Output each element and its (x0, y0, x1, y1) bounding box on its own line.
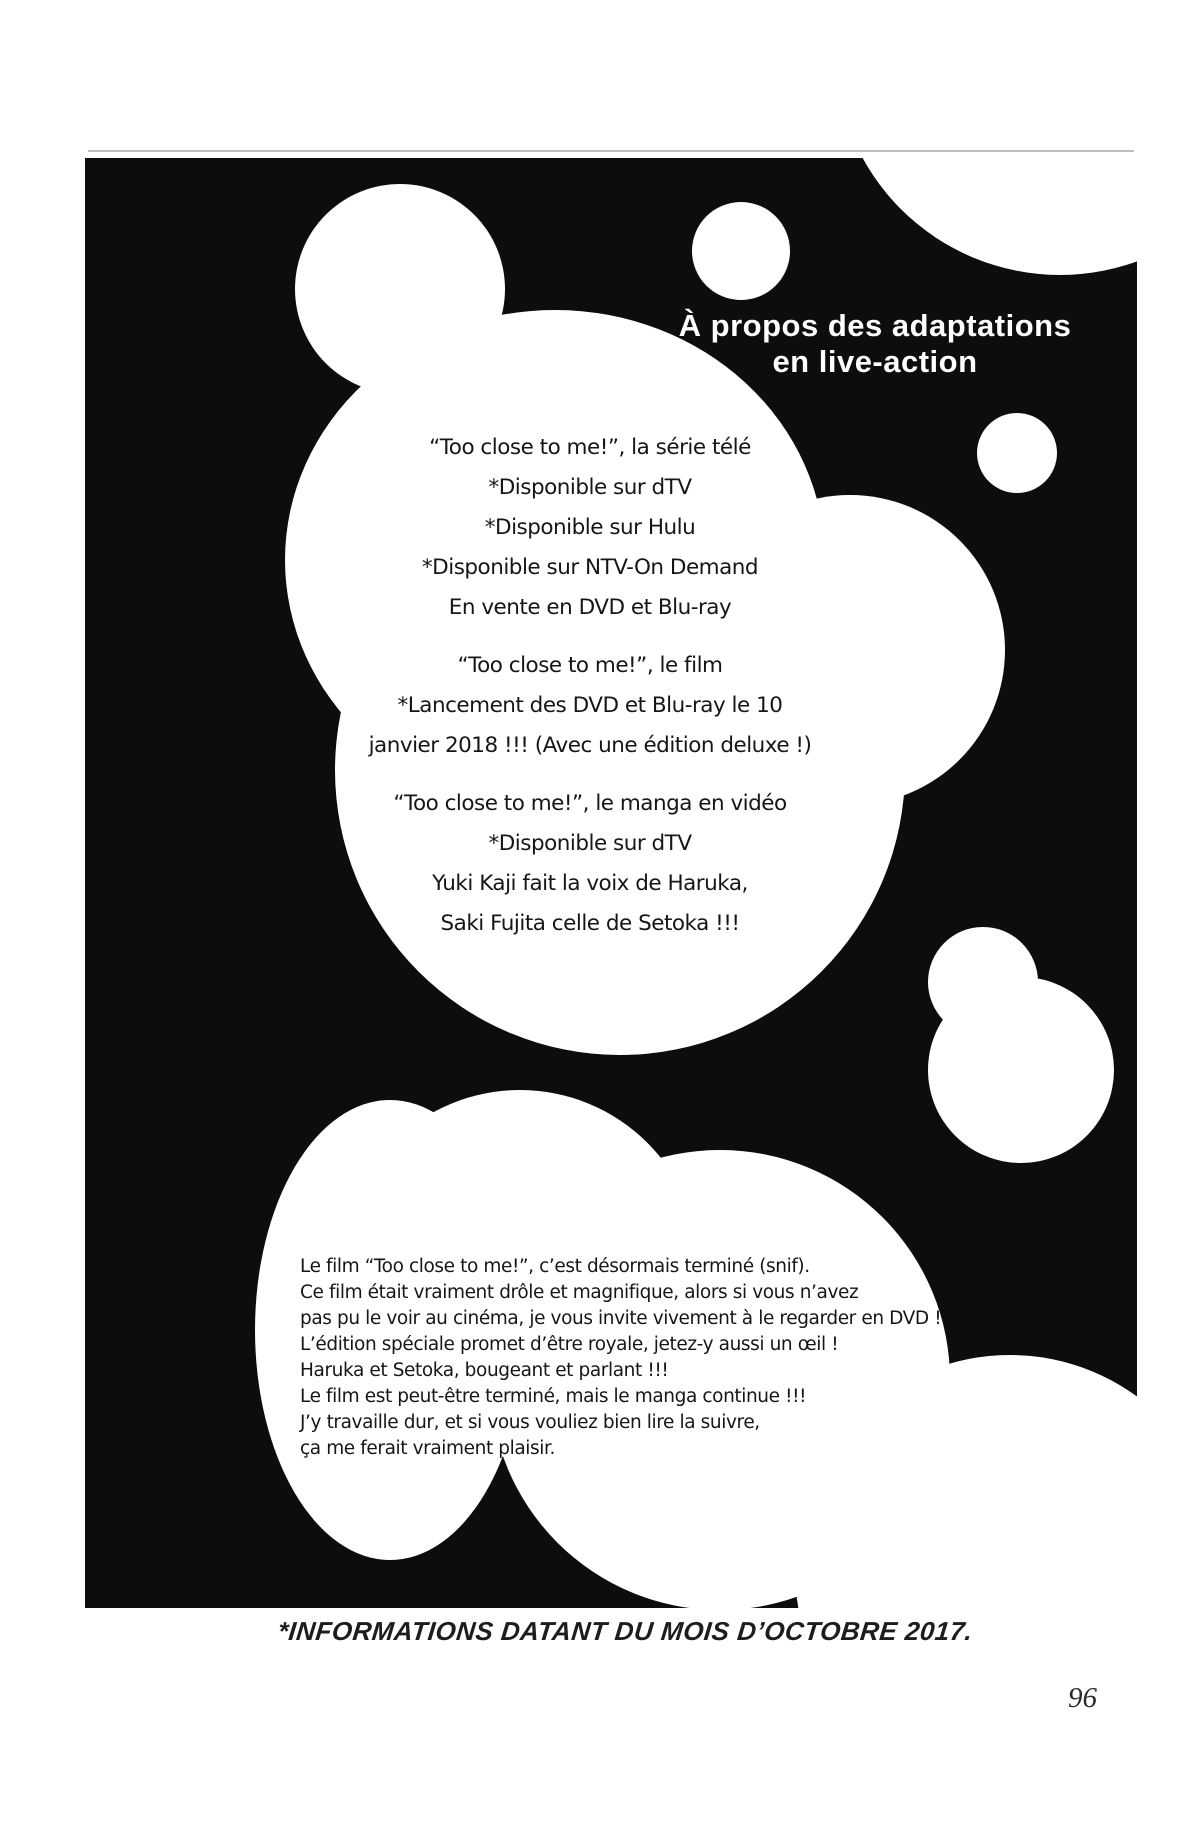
main-bubble-text (260, 428, 920, 962)
page-title-line-2: en live-action (772, 344, 978, 379)
page-number: 96 (1068, 1682, 1097, 1714)
bottom-bubble-text (300, 1254, 1000, 1462)
text-line: “Too close to me!”, le manga en vidéo (393, 791, 787, 816)
text-line: Yuki Kaji fait la voix de Haruka, (432, 871, 748, 896)
text-line: *Disponible sur Hulu (484, 515, 696, 540)
text-line: *Lancement des DVD et Blu-ray le 10 (397, 693, 783, 718)
text-line: En vente en DVD et Blu-ray (448, 595, 732, 620)
page-title-line-1: À propos des adaptations (678, 308, 1072, 343)
main-bubble-section-manga-video (260, 784, 920, 944)
decor-circle-top-right-corner (835, 158, 1137, 275)
text-line: L’édition spéciale promet d’être royale, jetez-y aussi un œil ! (300, 1334, 839, 1355)
main-bubble-section-serie (260, 428, 920, 628)
panel-top-edge-line (88, 150, 1134, 152)
text-line: *Disponible sur dTV (488, 831, 692, 856)
decor-circle-snowman-bottom (928, 977, 1114, 1163)
page-title (615, 308, 1135, 380)
text-line: Ce film était vraiment drôle et magnifique, alors si vous n’avez (300, 1282, 859, 1303)
text-line: J’y travaille dur, et si vous vouliez bien lire la suivre, (300, 1412, 760, 1433)
black-panel (85, 158, 1137, 1608)
text-line: Haruka et Setoka, bougeant et parlant !!! (300, 1360, 669, 1381)
footnote: *INFORMATIONS DATANT DU MOIS D’OCTOBRE 2017. (276, 1616, 975, 1646)
text-line: “Too close to me!”, le film (457, 653, 723, 678)
decor-circle-top-small (692, 202, 790, 300)
text-line: Le film est peut-être terminé, mais le manga continue !!! (300, 1386, 807, 1407)
text-line: “Too close to me!”, la série télé (429, 435, 751, 460)
text-line: ça me ferait vraiment plaisir. (300, 1438, 556, 1459)
text-line: janvier 2018 !!! (Avec une édition deluxe !) (368, 733, 812, 758)
decor-circle-right-small (977, 413, 1057, 493)
text-line: *Disponible sur NTV-On Demand (421, 555, 759, 580)
text-line: Saki Fujita celle de Setoka !!! (440, 911, 740, 936)
text-line: *Disponible sur dTV (488, 475, 692, 500)
text-line: Le film “Too close to me!”, c’est désormais terminé (snif). (300, 1256, 810, 1277)
main-bubble-section-film (260, 646, 920, 766)
text-line: pas pu le voir au cinéma, je vous invite vivement à le regarder en DVD ! (300, 1308, 942, 1329)
